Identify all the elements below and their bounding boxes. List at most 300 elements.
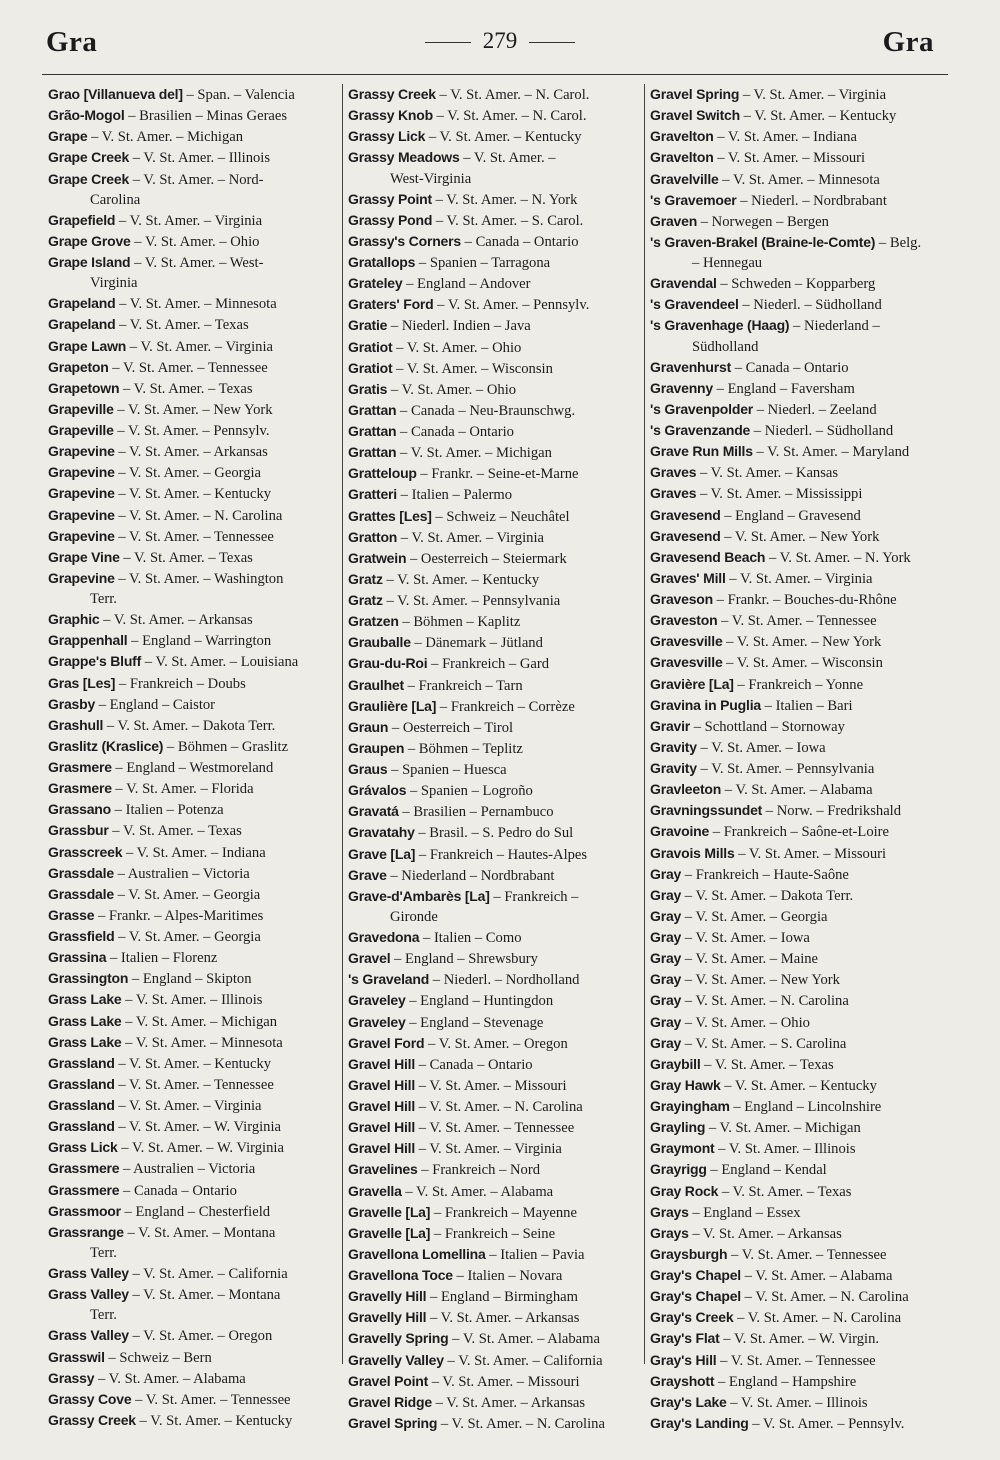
entry-headword: Gravelville [650, 170, 719, 187]
entry-headword: Grattan [348, 444, 397, 461]
gazetteer-entry [348, 527, 648, 548]
entry-headword: Grayling [650, 1119, 706, 1136]
entry-headword: Grávalos [348, 782, 407, 799]
entry-headword: Grassington [48, 970, 129, 987]
entry-location: – Italien – Pavia [485, 1246, 585, 1263]
gazetteer-entry [348, 844, 648, 865]
gazetteer-entry [48, 252, 348, 293]
entry-headword: Grave Run Mills [650, 443, 753, 460]
gazetteer-entry [348, 1371, 648, 1392]
entry-headword: Grape Creek [48, 170, 130, 187]
entry-location: – V. St. Amer. – Arkansas [426, 1310, 580, 1327]
entry-location: – Frankreich – Yonne [733, 676, 864, 693]
entry-headword: 's Gravemoer [650, 191, 737, 208]
entry-location: – V. St. Amer. – Tennessee [716, 1352, 876, 1369]
entry-location: – V. St. Amer. – Michigan [705, 1120, 861, 1137]
gazetteer-entry [348, 252, 648, 273]
entry-headword: Gratie [348, 317, 388, 334]
entry-location: – Canada – Ontario [415, 1056, 533, 1073]
entry-location: – V. St. Amer. – N. York [431, 191, 578, 208]
entry-location: – Frankreich – [489, 888, 579, 905]
entry-location: – Niederl. – Südholland [750, 423, 894, 439]
entry-location: – England – Hampshire [714, 1373, 857, 1390]
entry-headword: Grassy Meadows [348, 149, 460, 166]
entry-headword: 's Gravenzande [650, 422, 751, 438]
entry-headword: Grassmere [48, 1160, 120, 1177]
entry-headword: Gravel Switch [650, 107, 740, 124]
entry-headword: Graysburgh [650, 1245, 728, 1262]
gazetteer-entry [650, 1181, 950, 1202]
entry-location: – V. St. Amer. – Oregon [128, 1328, 273, 1345]
entry-location: – V. St. Amer. – Wisconsin [722, 655, 883, 672]
gazetteer-entry [348, 1075, 648, 1096]
gazetteer-entry [48, 1263, 348, 1284]
entry-headword: Gravelines [348, 1161, 418, 1178]
gazetteer-entry [348, 653, 648, 674]
entry-location: – V. St. Amer. – Virginia [114, 1098, 262, 1114]
entry-location: – V. St. Amer. – Pennsylv. [748, 1415, 905, 1432]
entry-location: – V. St. Amer. – Maryland [752, 444, 910, 461]
gazetteer-entry [48, 147, 348, 168]
entry-headword: Grassland [48, 1054, 115, 1071]
gazetteer-entry [48, 1116, 348, 1137]
gazetteer-entry [650, 779, 950, 800]
entry-headword: Gratiot [348, 359, 393, 376]
column-3 [650, 84, 950, 1434]
gazetteer-entry [348, 1286, 648, 1307]
entry-location: – Spanien – Huesca [387, 762, 507, 778]
entry-headword: Grasse [48, 906, 95, 923]
entry-location: – V. St. Amer. – Texas [119, 549, 253, 566]
entry-location: – Oesterreich – Tirol [388, 719, 514, 736]
entry-headword: Gratallops [348, 254, 416, 270]
entry-continuation: Terr. [90, 1307, 117, 1324]
entry-headword: Gray [650, 865, 682, 882]
entry-headword: Gravelly Hill [348, 1309, 427, 1326]
entry-location: – England – Shrewsbury [390, 951, 538, 968]
gazetteer-entry [48, 1011, 348, 1032]
gazetteer-entry [348, 717, 648, 738]
entry-headword: Gravenhurst [650, 358, 732, 375]
entry-location: – V. St. Amer. – Tennessee [108, 359, 268, 376]
entry-location: – England – Andover [402, 276, 531, 293]
gazetteer-entry [348, 1223, 648, 1244]
gazetteer-entry [348, 611, 648, 632]
entry-location: – Niederl. – Nordholland [429, 972, 580, 989]
entry-headword: Grassy Point [348, 190, 432, 207]
gazetteer-entry [48, 947, 348, 968]
gazetteer-entry [650, 969, 950, 990]
gazetteer-entry [650, 1075, 950, 1096]
entry-location: – V. St. Amer. – Florida [111, 781, 254, 798]
entry-headword: Graves [650, 485, 697, 502]
entry-location: – V. St. Amer. – Kentucky [114, 1055, 272, 1072]
entry-headword: Grassina [48, 949, 107, 966]
gazetteer-entry [48, 336, 348, 357]
entry-location: – V. St. Amer. – Missouri [713, 150, 866, 167]
entry-headword: Grassy's Corners [348, 232, 461, 249]
entry-location: – Niederl. – Zeeland [753, 401, 877, 418]
entry-headword: Grass Lick [48, 1139, 118, 1156]
gazetteer-entry [650, 1328, 950, 1349]
entry-continuation: Terr. [90, 591, 117, 607]
entry-headword: Gray [650, 1034, 682, 1051]
entry-location: – V. St. Amer. – Mississippi [696, 486, 863, 503]
entry-location: – V. St. Amer. – Montana [128, 1287, 281, 1304]
gazetteer-entry [348, 822, 648, 843]
entry-location: – Niederland – Nordbrabant [386, 867, 555, 884]
entry-location: – Brasil. – S. Pedro do Sul [414, 825, 574, 842]
entry-headword: Grassmere [48, 1181, 120, 1198]
gazetteer-entry [48, 1201, 348, 1222]
gazetteer-entry [348, 337, 648, 358]
gazetteer-entry [348, 421, 648, 442]
entry-headword: Grasmere [48, 780, 112, 797]
gazetteer-entry [650, 399, 950, 420]
entry-headword: Grapefield [48, 211, 116, 228]
entry-headword: Graveson [650, 591, 713, 607]
entry-headword: Gray [650, 907, 682, 924]
entry-headword: Grape Island [48, 254, 131, 270]
gazetteer-entry [650, 378, 950, 399]
gazetteer-entry [48, 231, 348, 252]
entry-headword: Graveley [348, 1013, 406, 1030]
gazetteer-entry [348, 927, 648, 948]
entry-location: – England – Birmingham [426, 1289, 578, 1306]
entry-headword: Gravelle [La] [348, 1224, 431, 1241]
entry-headword: Graslitz (Kraslice) [48, 737, 164, 754]
entry-headword: Gravel Ford [348, 1034, 425, 1051]
gazetteer-entry [48, 820, 348, 841]
entry-headword: Gravière [La] [650, 675, 734, 692]
entry-location: – V. St. Amer. – Michigan [121, 1013, 278, 1030]
gazetteer-entry [650, 147, 950, 168]
gazetteer-entry [348, 1159, 648, 1180]
gazetteer-entry [650, 357, 950, 378]
gazetteer-entry [48, 736, 348, 757]
entry-headword: 's Gravendeel [650, 296, 739, 313]
entry-location: – Spanien – Logroño [406, 783, 533, 800]
entry-headword: Gravina in Puglia [650, 696, 761, 713]
entry-headword: Gratiot [348, 338, 393, 355]
entry-headword: Gravella [348, 1182, 402, 1199]
gazetteer-entry [650, 505, 950, 526]
entry-location: – V. St. Amer. – Ohio [130, 233, 260, 250]
gazetteer-entry [650, 190, 950, 211]
entry-headword: Graphic [48, 611, 100, 628]
gazetteer-entry [650, 695, 950, 716]
entry-headword: Gravoine [650, 823, 710, 840]
entry-location: – Frankreich – Tarn [403, 677, 523, 694]
gazetteer-entry [348, 358, 648, 379]
entry-location: – Böhmen – Kaplitz [398, 614, 521, 631]
entry-location: – V. St. Amer. – N. Carolina [437, 1415, 605, 1432]
gazetteer-entry [48, 842, 348, 863]
entry-headword: Graulhet [348, 676, 404, 693]
entry-headword: Gravel Hill [348, 1098, 416, 1114]
entry-location: – V. St. Amer. – Illinois [714, 1141, 856, 1158]
entry-location: – Spanien – Tarragona [415, 255, 551, 271]
gazetteer-entry [48, 778, 348, 799]
gazetteer-entry [650, 1413, 950, 1434]
entry-location: – V. St. Amer. – Pennsylvania [382, 593, 561, 609]
entry-headword: Graven [650, 212, 698, 229]
gazetteer-entry [650, 211, 950, 232]
entry-location: – V. St. Amer. – Alabama [448, 1331, 600, 1348]
gazetteer-entry [650, 1096, 950, 1117]
gazetteer-entry [348, 1117, 648, 1138]
gazetteer-entry [348, 886, 648, 927]
gazetteer-entry [48, 1180, 348, 1201]
running-head-right: Gra [882, 26, 934, 58]
gazetteer-entry [650, 420, 950, 441]
entry-location: – Dänemark – Jütland [410, 635, 543, 652]
gazetteer-entry [650, 843, 950, 864]
gazetteer-entry [650, 631, 950, 652]
entry-headword: Gravity [650, 760, 697, 776]
gazetteer-entry [650, 674, 950, 695]
entry-headword: Grashull [48, 716, 104, 733]
entry-headword: Grau-du-Roi [348, 655, 428, 672]
column-1 [48, 84, 348, 1431]
entry-location: – Niederl. – Südholland [738, 297, 882, 314]
entry-headword: Graveley [348, 992, 406, 1009]
entry-headword: Gray [650, 886, 682, 903]
entry-headword: Gray's Flat [650, 1330, 720, 1347]
gazetteer-entry [348, 1244, 648, 1265]
entry-location: – Niederl. Indien – Java [387, 318, 531, 335]
gazetteer-entry [48, 884, 348, 905]
entry-location: – Frankr. – Seine-et-Marne [416, 466, 579, 483]
entry-location: – V. St. Amer. – Arkansas [431, 1394, 586, 1411]
entry-headword: Grassano [48, 801, 111, 818]
entry-headword: Grape Creek [48, 149, 130, 166]
entry-location: – V. St. Amer. – Texas [700, 1056, 834, 1073]
entry-headword: Gray [650, 929, 682, 945]
entry-headword: 's Gravenhage (Haag) [650, 317, 790, 334]
entry-headword: Grapevine [48, 527, 115, 544]
gazetteer-entry [48, 483, 348, 504]
gazetteer-entry [650, 462, 950, 483]
entry-headword: Grassy Lick [348, 128, 426, 145]
entry-location: – V. St. Amer. – Ohio [392, 339, 522, 356]
entry-headword: Grassy Cove [48, 1390, 132, 1407]
gazetteer-entry [650, 1392, 950, 1413]
entry-location: – Canada – Neu-Braunschwg. [396, 402, 576, 419]
gazetteer-entry [48, 715, 348, 736]
gazetteer-entry [48, 651, 348, 672]
entry-headword: Gravesend Beach [650, 548, 766, 565]
entry-location: – Böhmen – Teplitz [404, 740, 523, 757]
gazetteer-entry [348, 1350, 648, 1371]
entry-location: – England – Westmoreland [111, 760, 274, 776]
entry-location: – V. St. Amer. – Virginia [126, 338, 273, 355]
entry-headword: Gravatahy [348, 824, 415, 841]
entry-headword: Gray's Landing [650, 1414, 749, 1431]
entry-headword: Gravesville [650, 654, 723, 671]
gazetteer-entry [348, 147, 648, 188]
entry-headword: Gravois Mills [650, 844, 735, 861]
entry-headword: Gravellona Toce [348, 1267, 453, 1283]
entry-headword: Grattes [Les] [348, 507, 432, 524]
entry-location: – Frankreich – Hautes-Alpes [415, 846, 588, 863]
entry-headword: Gratis [348, 380, 388, 397]
gazetteer-entry [48, 609, 348, 630]
entry-location: – V. St. Amer. – New York [720, 528, 880, 545]
entry-location: – V. St. Amer. – Tennessee [415, 1120, 575, 1137]
header-rule [42, 74, 948, 75]
gazetteer-entry [348, 948, 648, 969]
entry-location: – Frankreich – Saône-et-Loire [709, 824, 890, 841]
gazetteer-entry [650, 906, 950, 927]
entry-location: – V. St. Amer. – Michigan [396, 445, 552, 462]
entry-headword: Gravel Spring [348, 1414, 438, 1431]
gazetteer-entry [348, 759, 648, 780]
entry-location: – V. St. Amer. – Minnesota [718, 171, 880, 188]
entry-headword: Grassmoor [48, 1202, 121, 1219]
entry-location: – Frankr. – Bouches-du-Rhône [713, 592, 897, 608]
entry-location: – V. St. Amer. – W. Virgin. [719, 1331, 880, 1348]
entry-location: – Frankreich – Corrèze [436, 698, 575, 715]
gazetteer-entry [650, 294, 950, 315]
gazetteer-entry [348, 1096, 648, 1117]
entry-location: – V. St. Amer. – New York [113, 401, 273, 418]
entry-location: – Oesterreich – Steiermark [406, 550, 567, 567]
entry-location: – Frankreich – Mayenne [430, 1204, 577, 1221]
entry-location: – Canada – Ontario [119, 1182, 237, 1199]
entry-location: – Canada – Ontario [396, 424, 514, 440]
entry-headword: Grasmere [48, 759, 112, 775]
entry-location: – V. St. Amer. – Kentucky [740, 108, 897, 125]
entry-location: – Canada – Ontario [731, 359, 849, 376]
entry-headword: Grapevine [48, 506, 115, 523]
gazetteer-entry [348, 484, 648, 505]
entry-headword: Grayrigg [650, 1161, 707, 1178]
entry-location: – V. St. Amer. – N. Carolina [681, 993, 849, 1010]
gazetteer-entry [650, 610, 950, 631]
entry-location: – V. St. Amer. – Pennsylv. [113, 423, 270, 439]
gazetteer-entry [650, 758, 950, 779]
entry-location: – England – Huntingdon [405, 993, 554, 1010]
entry-location: – Australien – Victoria [119, 1161, 256, 1178]
entry-location: – Schweiz – Bern [104, 1349, 212, 1366]
entry-location: – Böhmen – Graslitz [163, 738, 289, 755]
entry-location: – Italien – Novara [452, 1268, 563, 1284]
entry-location: – V. St. Amer. – Georgia [113, 886, 261, 903]
entry-headword: Gravel Hill [348, 1076, 416, 1093]
entry-location: – Schottland – Stornoway [690, 718, 845, 735]
entry-continuation: Carolina [90, 191, 141, 208]
entry-headword: Gravel Spring [650, 86, 740, 102]
entry-location: – V. St. Amer. – Maine [681, 951, 819, 968]
entry-location: – Niederl. – Nordbrabant [736, 192, 887, 209]
entry-headword: Grattan [348, 401, 397, 418]
entry-headword: Gray's Chapel [650, 1288, 741, 1305]
entry-location: – V. St. Amer. – Virginia [397, 529, 544, 546]
entry-continuation: – Hennegau [692, 255, 763, 271]
gazetteer-entry [48, 462, 348, 483]
entry-location: – V. St. Amer. – Kentucky [720, 1077, 877, 1094]
entry-headword: Grayshott [650, 1372, 715, 1389]
gazetteer-entry [650, 716, 950, 737]
entry-location: – V. St. Amer. – Texas [108, 823, 242, 840]
entry-headword: Gravellona Lomellina [348, 1245, 486, 1262]
entry-headword: Grassbur [48, 822, 109, 839]
entry-location: – V. St. Amer. – California [443, 1352, 603, 1369]
entry-headword: 's Graven-Brakel (Braine-le-Comte) [650, 233, 876, 250]
gazetteer-entry [348, 189, 648, 210]
entry-headword: Gray [650, 1013, 682, 1030]
gazetteer-entry [650, 1350, 950, 1371]
entry-location: – Norwegen – Bergen [697, 213, 829, 230]
entry-headword: Grays [650, 1224, 689, 1241]
gazetteer-entry [650, 105, 950, 126]
gazetteer-entry [650, 126, 950, 147]
entry-headword: Graus [348, 761, 388, 777]
entry-location: – Norw. – Fredrikshald [762, 803, 902, 820]
entry-location: – V. St. Amer. – S. Carol. [432, 212, 584, 229]
entry-location: – V. St. Amer. – Missouri [734, 845, 887, 862]
entry-headword: Gratz [348, 570, 383, 587]
entry-location: – Schweden – Kopparberg [716, 276, 876, 293]
entry-headword: 's Graveland [348, 971, 430, 988]
gazetteer-entry [348, 1328, 648, 1349]
gazetteer-entry [650, 232, 950, 273]
entry-headword: Gravesend [650, 527, 721, 544]
entry-location: – V. St. Amer. – Michigan [87, 129, 244, 146]
gazetteer-entry [348, 780, 648, 801]
gazetteer-entry [348, 210, 648, 231]
entry-location: – V. St. Amer. – S. Carolina [681, 1035, 847, 1052]
entry-headword: Grasswil [48, 1348, 105, 1365]
gazetteer-entry [650, 547, 950, 568]
entry-headword: Gray's Creek [650, 1309, 734, 1326]
gazetteer-entry [48, 799, 348, 820]
gazetteer-entry [48, 568, 348, 609]
entry-location: – England – Chesterfield [120, 1203, 271, 1220]
gazetteer-entry [348, 801, 648, 822]
entry-headword: Grapevine [48, 443, 115, 460]
entry-location: – V. St. Amer. – N. Carolina [733, 1310, 902, 1327]
entry-headword: Gravity [650, 738, 697, 755]
entry-location: – England – Essex [688, 1204, 801, 1221]
entry-headword: Grassy Knob [348, 107, 433, 124]
entry-headword: Gravelton [650, 128, 714, 145]
entry-headword: Grapeton [48, 358, 109, 375]
column-2 [348, 84, 648, 1434]
entry-location: – V. St. Amer. – Virginia [725, 570, 873, 587]
entry-location: – V. St. Amer. – Montana [123, 1224, 276, 1241]
gazetteer-entry [348, 548, 648, 569]
gazetteer-entry [650, 441, 950, 462]
entry-location: – V. St. Amer. – Pennsylv. [433, 297, 590, 314]
entry-location: – V. St. Amer. – Tennessee [114, 1076, 274, 1093]
gazetteer-entry [48, 1389, 348, 1410]
entry-location: – V. St. Amer. – Minnesota [115, 296, 277, 313]
entry-headword: Grattan [348, 423, 397, 439]
entry-headword: Grass Valley [48, 1327, 129, 1344]
entry-location: – V. St. Amer. – Missouri [428, 1373, 580, 1390]
page-number-dash-left [425, 42, 471, 43]
entry-location: – V. St. Amer. – N. Carolina [415, 1099, 583, 1115]
entry-location: – V. St. Amer. – Indiana [122, 844, 266, 861]
entry-location: – V. St. Amer. – Louisiana [141, 654, 299, 671]
entry-location: – V. St. Amer. – Georgia [681, 908, 828, 925]
entry-headword: Gravelly Spring [348, 1330, 449, 1347]
gazetteer-entry [48, 420, 348, 441]
entry-headword: Gravel Hill [348, 1055, 416, 1072]
entry-headword: Grauballe [348, 634, 411, 651]
